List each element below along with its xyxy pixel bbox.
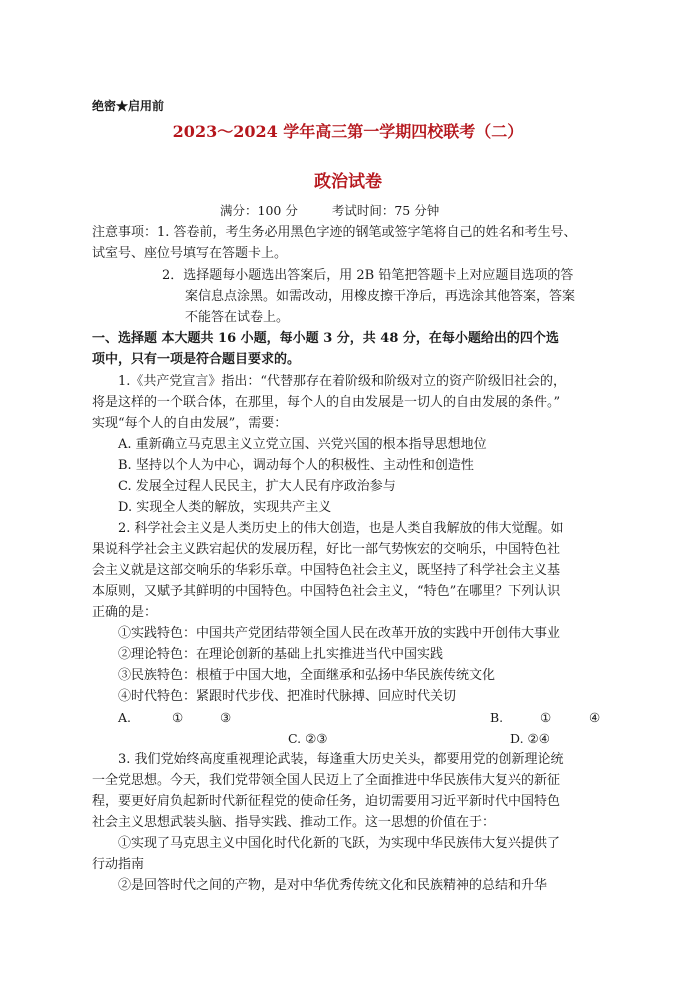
question-1-option-b: B. 坚持以个人为中心，调动每个人的积极性、主动性和创造性 <box>118 458 474 473</box>
section-heading-1: 一、选择题 本大题共 16 小题，每小题 3 分，共 48 分，在每小题给出的四个选 <box>92 331 559 346</box>
question-2-statement-2: ②理论特色：在理论创新的基础上扎实推进当代中国实践 <box>118 647 444 662</box>
question-2-option-b-1: ① <box>540 710 552 725</box>
notes-line-3: 2．选择题每小题选出答案后，用 2B 铅笔把答题卡上对应题目选项的答 <box>162 268 574 283</box>
question-2-option-d: D. ②④ <box>510 731 550 746</box>
question-3-line-3: 程，要更好肩负起新时代新征程党的使命任务，迫切需要用习近平新时代中国特色 <box>92 794 561 809</box>
notes-line-1: 注意事项：1. 答卷前，考生务必用黑色字迹的钢笔或签字笔将自己的姓名和考生号、 <box>92 225 577 240</box>
exam-meta <box>220 201 439 221</box>
question-1-line-2: 将是这样的一个联合体，在那里，每个人的自由发展是一切人的自由发展的条件。” <box>92 395 561 410</box>
question-2-line-5: 正确的是： <box>92 605 158 620</box>
question-2-line-1: 2. 科学社会主义是人类历史上的伟大创造，也是人类自我解放的伟大觉醒。如 <box>118 521 564 536</box>
question-3-statement-1a: ①实现了马克思主义中国化时代化新的飞跃，为实现中华民族伟大复兴提供了 <box>118 836 561 851</box>
question-1-option-c: C. 发展全过程人民民主，扩大人民有序政治参与 <box>118 479 396 494</box>
question-1-line-3: 实现“每个人的自由发展”，需要： <box>92 416 288 431</box>
exam-title: 2023～2024 学年高三第一学期四校联考（二） <box>172 122 524 141</box>
question-2-option-c: C. ②③ <box>288 731 328 746</box>
question-3-line-1: 3. 我们党始终高度重视理论武装，每逢重大历史关头，都要用党的创新理论统 <box>118 752 564 767</box>
question-2-option-a-2: ③ <box>220 710 232 725</box>
section-heading-2: 项中，只有一项是符合题目要求的。 <box>92 352 301 367</box>
question-2-option-a-label: A. <box>118 710 132 725</box>
question-2-option-b-label: B. <box>490 710 504 725</box>
question-3-line-4: 社会主义思想武装头脑、指导实践、推动工作。这一思想的价值在于： <box>92 815 496 830</box>
question-2-option-b-2: ④ <box>589 710 601 725</box>
question-3-line-2: 一全党思想。今天，我们党带领全国人民迈上了全面推进中华民族伟大复兴的新征 <box>92 773 561 788</box>
exam-time: 考试时间：75 分钟 <box>331 203 440 218</box>
question-2-line-2: 果说科学社会主义跌宕起伏的发展历程，好比一部气势恢宏的交响乐，中国特色社 <box>92 542 561 557</box>
question-1-option-d: D. 实现全人类的解放，实现共产主义 <box>118 500 332 515</box>
confidential-label: 绝密★启用前 <box>92 99 165 113</box>
question-2-statement-1: ①实践特色：中国共产党团结带领全国人民在改革开放的实践中开创伟大事业 <box>118 626 561 641</box>
full-score: 满分：100 分 <box>220 203 298 218</box>
question-1-option-a: A. 重新确立马克思主义立党立国、兴党兴国的根本指导思想地位 <box>118 437 487 452</box>
notes-line-2: 试室号、座位号填写在答题卡上。 <box>92 246 288 261</box>
question-2-line-4: 本原则，又赋予其鲜明的中国特色。中国特色社会主义，“特色”在哪里？下列认识 <box>92 584 561 599</box>
question-3-statement-2: ②是回答时代之间的产物，是对中华优秀传统文化和民族精神的总结和升华 <box>118 878 548 893</box>
notes-line-5: 不能答在试卷上。 <box>185 310 290 325</box>
question-2-line-3: 会主义就是这部交响乐的华彩乐章。中国特色社会主义，既坚持了科学社会主义基 <box>92 563 561 578</box>
notes-line-4: 案信息点涂黑。如需改动，用橡皮擦干净后，再选涂其他答案，答案 <box>185 289 576 304</box>
question-2-option-a-1: ① <box>172 710 184 725</box>
question-2-statement-3: ③民族特色：根植于中国大地，全面继承和弘扬中华民族传统文化 <box>118 668 496 683</box>
question-3-statement-1b: 行动指南 <box>92 857 145 872</box>
question-1-line-1: 1.《共产党宣言》指出：“代替那存在着阶级和阶级对立的资产阶级旧社会的， <box>118 374 567 389</box>
question-2-statement-4: ④时代特色：紧跟时代步伐、把准时代脉搏、回应时代关切 <box>118 689 457 704</box>
subject-title: 政治试卷 <box>314 172 382 192</box>
